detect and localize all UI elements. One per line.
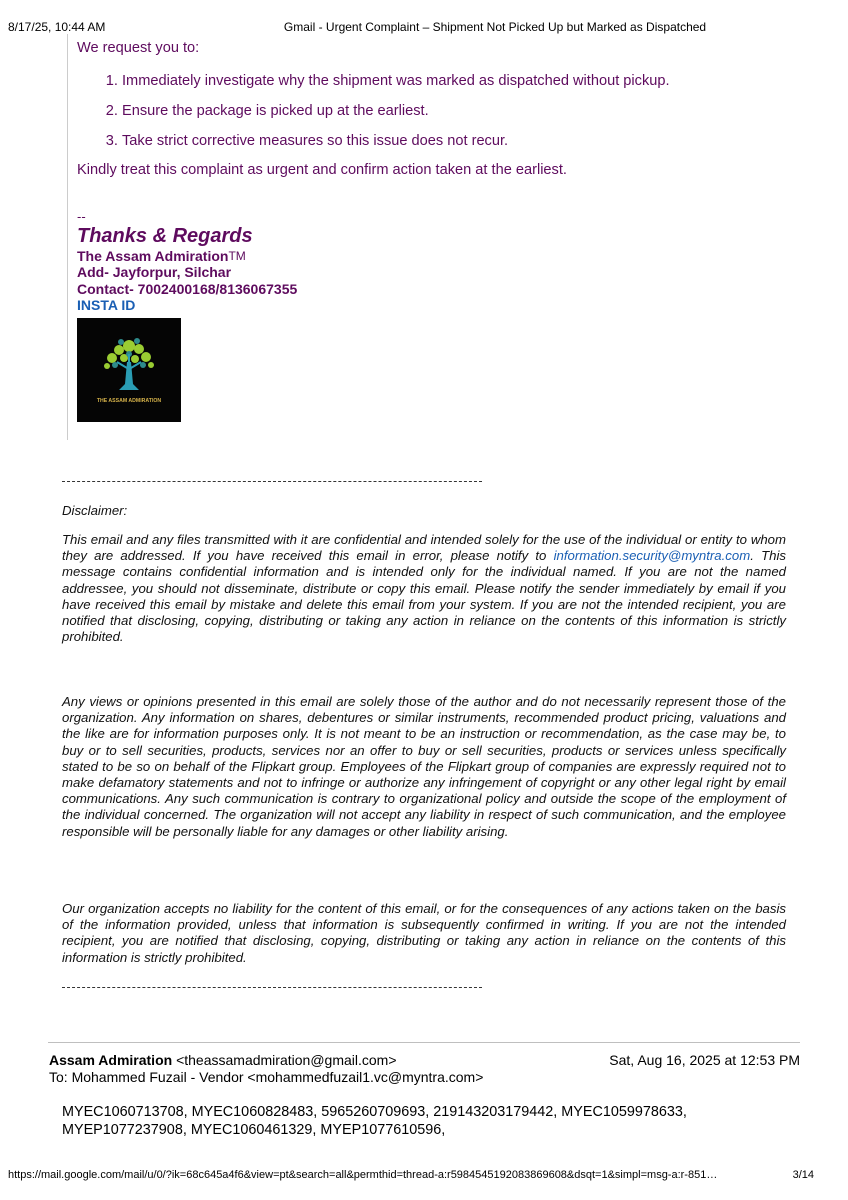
disclaimer-para-2: Any views or opinions presented in this email are solely those of the author and do not necessarily represent those of the organization. Any information on shares, debentures or similar instruments, recommended product pricing, valuations and the like are for information purposes only. It is not meant to be an instruction or recommendation, as the case may be, to buy or to sell securities, products, services nor an offer to buy or sell securities, products or services unless specifically stated to be so on behalf of the Flipkart group. Employees of the Flipkart group of companies are expressly required not to make defamatory statements and not to infringe or authorize any infringement of copyright or any other legal right by email communications. Any such communication is contrary to organizational policy and outside the scope of the employment of the individual concerned. The organization will not accept any liability in respect of such communication, and the employee responsible will be personally liable for any damages or other liability arising. <box>62 694 786 839</box>
message-sender <box>49 1052 397 1069</box>
print-title: Gmail - Urgent Complaint – Shipment Not Picked Up but Marked as Dispatched <box>283 20 707 34</box>
message-separator <box>48 1042 800 1043</box>
signature-company <box>77 248 297 264</box>
order-ids-line: MYEC1060713708, MYEC1060828483, 5965260709693, 219143203179442, MYEC1059978633, <box>62 1104 687 1120</box>
security-email-link[interactable]: information.security@myntra.com <box>553 548 751 564</box>
order-ids-line: MYEP1077237908, MYEC1060461329, MYEP1077610596, <box>62 1122 446 1138</box>
signature-thanks: Thanks & Regards <box>77 225 253 247</box>
page-number: 3/14 <box>792 1169 814 1181</box>
request-list <box>102 71 670 161</box>
divider-bottom <box>62 987 482 988</box>
message-body <box>77 40 797 178</box>
sender-name: Assam Admiration <box>49 1052 173 1068</box>
print-datetime: 8/17/25, 10:44 AM <box>8 20 106 34</box>
list-item: 2. Ensure the package is picked up at the earliest. <box>122 101 670 121</box>
request-intro: We request you to: <box>77 40 200 56</box>
sender-email: <theassamadmiration@gmail.com> <box>176 1052 397 1068</box>
signature-dash: -- <box>77 209 86 224</box>
message-recipient: To: Mohammed Fuzail - Vendor <mohammedfuzail1.vc@myntra.com> <box>49 1069 484 1085</box>
message-datetime: Sat, Aug 16, 2025 at 12:53 PM <box>609 1052 800 1068</box>
list-item: 3. Take strict corrective measures so this issue does not recur. <box>122 131 670 151</box>
signature-address: Add- Jayforpur, Silchar <box>77 264 232 281</box>
tree-logo-icon <box>77 318 181 422</box>
signature-contact: Contact- 7002400168/8136067355 <box>77 280 298 297</box>
divider-top <box>62 481 482 482</box>
order-ids <box>62 1103 802 1139</box>
trademark: TM <box>228 249 246 263</box>
disclaimer-para-3: Our organization accepts no liability for the content of this email, or for the consequences of any actions taken on the basis of the information provided, unless that information is subsequently confirmed in writing. If you are not the intended recipient, you are notified that disclosing, copying, distributing or taking any action in reliance on the contents of this information is strictly prohibited. <box>62 901 786 965</box>
disclaimer-heading: Disclaimer: <box>62 503 128 518</box>
svg-text:THE ASSAM ADMIRATION: THE ASSAM ADMIRATION <box>96 398 162 404</box>
disclaimer-text: . This message contains confidential information and is intended only for the individual named. If you are not the named addressee, you should not disseminate, distribute or copy this email. Please notify the sender immediately by email if you have received this email by mistake and delete this email from your system. If you are not the intended recipient, you are notified that disclosing, copying, distributing or taking any action in reliance on the contents of this information is strictly prohibited. <box>62 548 786 645</box>
company-name: The Assam Admiration <box>77 248 229 264</box>
insta-link[interactable]: INSTA ID <box>77 296 136 313</box>
signature <box>77 210 297 313</box>
list-item: 1. Immediately investigate why the shipment was marked as dispatched without pickup. <box>122 71 670 91</box>
company-logo <box>77 318 181 422</box>
disclaimer-text: This email and any files transmitted with it are confidential and intended solely for the use of the individual or entity to whom they are addressed. If you have received this email in error, please notify to <box>62 532 786 564</box>
closing-line: Kindly treat this complaint as urgent and confirm action taken at the earliest. <box>77 162 567 178</box>
quote-border <box>67 34 68 440</box>
disclaimer-para-1 <box>62 532 786 645</box>
footer-url: https://mail.google.com/mail/u/0/?ik=68c645a4f6&view=pt&search=all&permthid=thread-a:r5984545192083869608&dsqt=1&simpl=msg-a:r-851… <box>8 1169 718 1181</box>
